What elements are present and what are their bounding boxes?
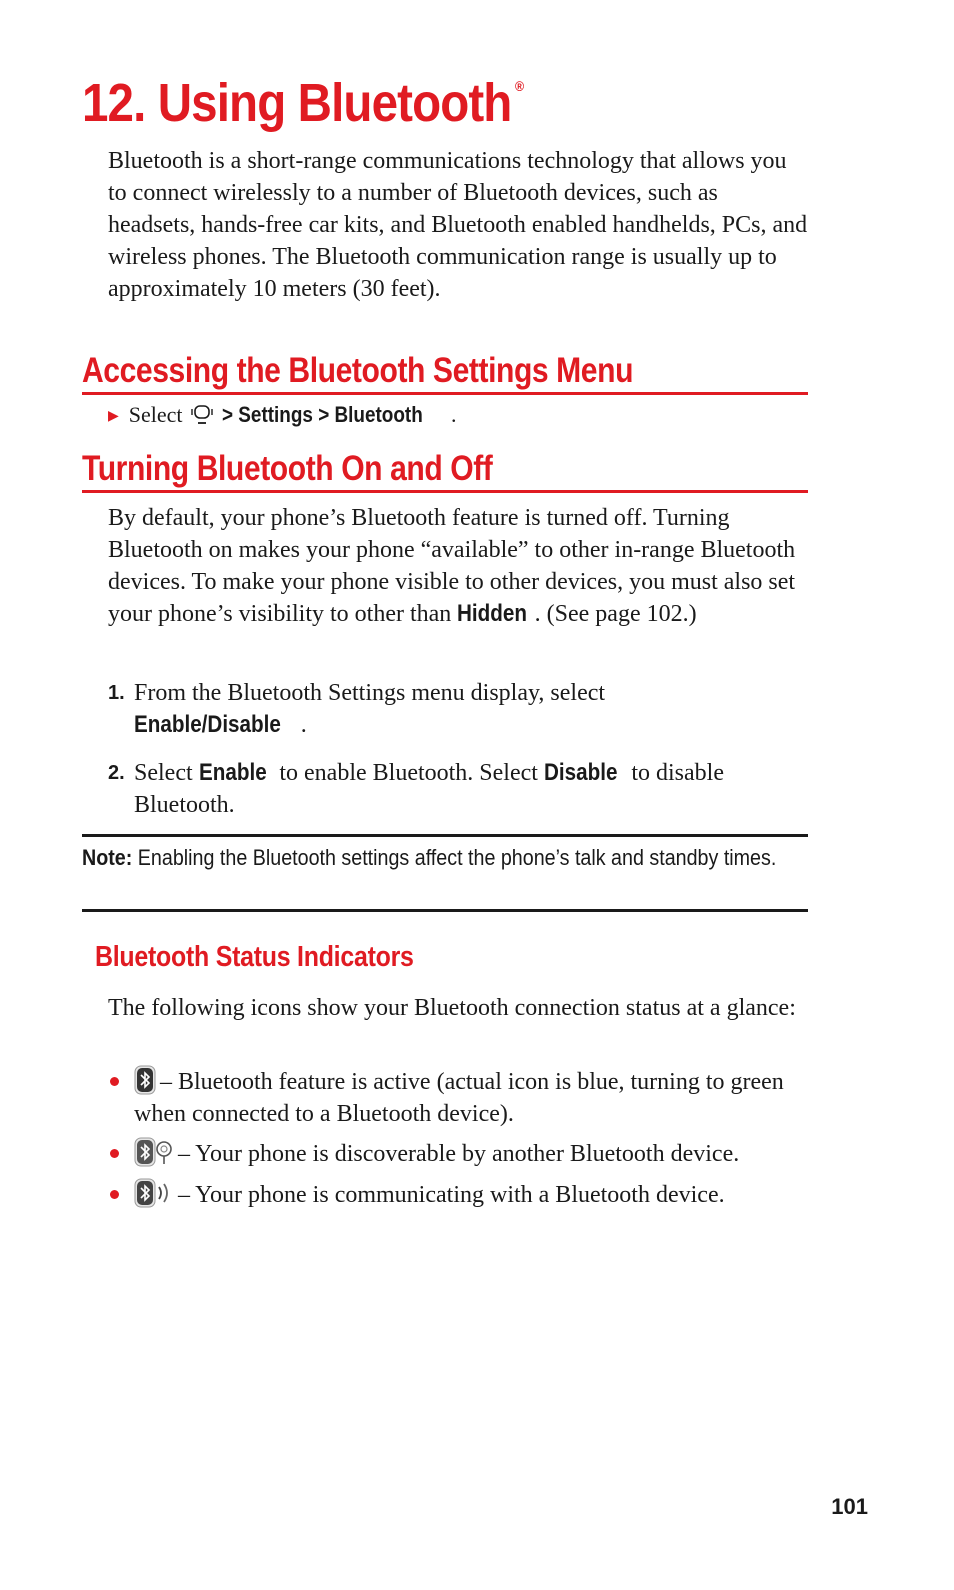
section-heading-access: Accessing the Bluetooth Settings Menu — [82, 350, 808, 395]
note-text: Enabling the Bluetooth settings affect the phone’s talk and standby times. — [137, 845, 777, 870]
list-item: – Bluetooth feature is active (actual icon is blue, turning to green when connected to a Bluetooth device). — [108, 1065, 818, 1130]
triangle-bullet-icon: ▶ — [108, 409, 119, 424]
default-paragraph: By default, your phone’s Bluetooth feature is turned off. Turning Bluetooth on makes your phone “available” to other in-range Bluetooth devices. To make your phone visible to other devices, you must also set your phone’s visibility to other than Hidden . (See page 102.) — [108, 502, 808, 630]
bluetooth-active-icon — [134, 1065, 156, 1095]
intro-paragraph: Bluetooth is a short-range communications technology that allows you to connect wirelessly to a number of Bluetooth devices, such as headsets, hands-free car kits, and Bluetooth enabled handhelds, PCs, and wireless phones. The Bluetooth communication range is usually up to approximately 10 meters (30 feet). — [108, 148, 808, 302]
step-1: 1. From the Bluetooth Settings menu display, select Enable/Disable . — [108, 677, 808, 741]
enable-disable-keyword: Enable/Disable — [134, 711, 281, 738]
bullet-dot — [110, 1149, 119, 1158]
enable-keyword: Enable — [198, 759, 267, 786]
disable-keyword: Disable — [543, 759, 618, 786]
list-item: – Your phone is communicating with a Bluetooth device. — [108, 1178, 818, 1211]
select-instruction: ▶ Select > Settings > Bluetooth . — [108, 400, 457, 432]
list-item: – Your phone is discoverable by another Bluetooth device. — [108, 1137, 818, 1170]
page-number: 101 — [831, 1494, 868, 1519]
bullet-dot — [110, 1077, 119, 1086]
status-intro: The following icons show your Bluetooth connection status at a glance: — [108, 995, 796, 1021]
step-2: 2. Select Enable to enable Bluetooth. Select Disable to disable Bluetooth. — [108, 759, 724, 818]
bluetooth-communicating-icon — [134, 1178, 174, 1208]
chapter-title: 12. Using Bluetooth ® — [82, 73, 524, 133]
bluetooth-discoverable-icon — [134, 1137, 174, 1167]
note-box — [82, 834, 808, 912]
hidden-keyword: Hidden — [457, 600, 528, 627]
registered-mark: ® — [514, 78, 524, 94]
bullet-dot — [110, 1190, 119, 1199]
status-indicators-heading: Bluetooth Status Indicators — [95, 941, 414, 973]
section-heading-toggle: Turning Bluetooth On and Off — [82, 448, 808, 493]
settings-path: > Settings > Bluetooth — [221, 402, 423, 427]
menu-key-icon — [190, 404, 214, 426]
note-label: Note: — [82, 845, 133, 870]
